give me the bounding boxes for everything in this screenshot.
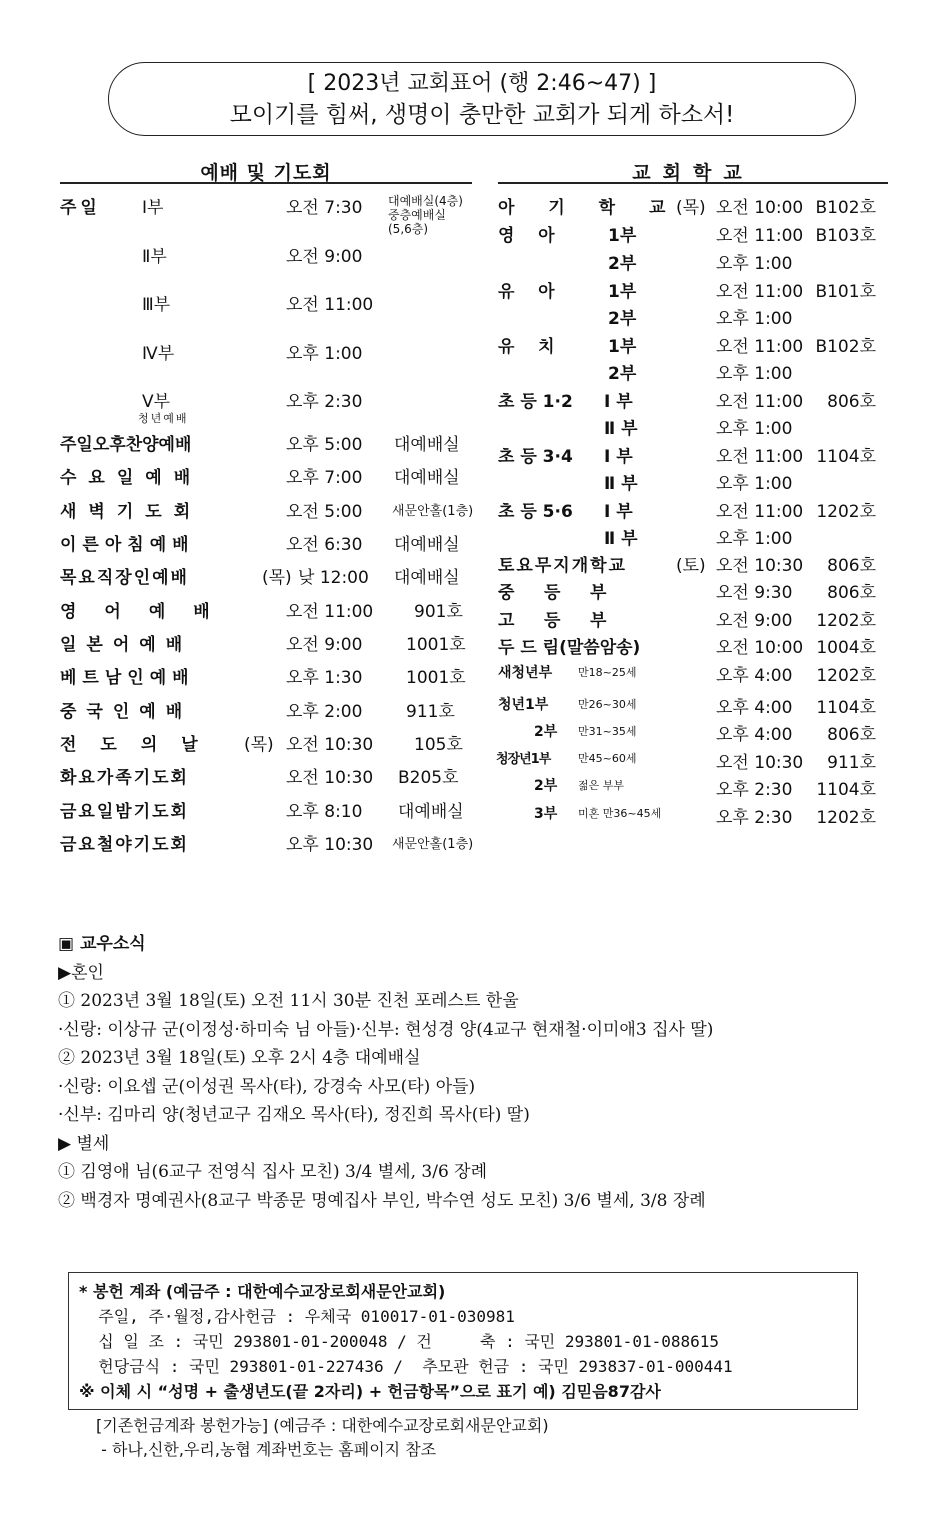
motto-box [108,62,856,136]
service-place: 새문안홀(1층) [392,837,474,852]
school-room: B102호 [815,198,876,218]
sunday-time: 오후 1:00 [286,344,363,364]
school-room: 806호 [827,392,876,412]
service-name: 베트남인예배 [60,668,195,688]
school-part: 2부 [608,309,637,329]
school-age-note: 만31~35세 [578,725,637,738]
service-name: 일본어예배 [60,635,193,655]
extra-line-1: [기존헌금계좌 봉헌가능] (예금주 : 대한예수교장로회새문안교회) [96,1416,549,1435]
school-time: 오전 11:00 [716,392,804,412]
sunday-time: 오전 11:00 [286,295,374,315]
news-line: ① 김영애 님(6교구 전영식 집사 모친) 3/4 별세, 3/6 장례 [58,1162,488,1182]
school-name: 초 등 5·6 [498,502,573,522]
service-name: 금요일밤기도회 [60,802,189,822]
service-time: 오전 9:00 [286,635,363,655]
school-part: Ⅰ 부 [604,447,633,467]
school-heading-rule [498,182,888,184]
service-time: 오전 6:30 [286,535,363,555]
school-name: 초 등 3·4 [498,447,573,467]
service-place: 1001호 [406,635,466,655]
sunday-time: 오전 7:30 [286,198,363,218]
school-time: 오전 11:00 [716,447,804,467]
school-name: 두 드 림(말씀암송) [498,638,641,658]
school-age-note: 만26~30세 [578,698,637,711]
sunday-note: 청년예배 [138,412,189,425]
school-age-note: 미혼 만36~45세 [578,807,662,820]
school-room: 1104호 [816,447,876,467]
school-time: 오후 4:00 [716,698,793,718]
news-line: ·신랑: 이상규 군(이정성·하미숙 님 아들)·신부: 현성경 양(4교구 현재철·이미애3 집사 딸) [58,1019,714,1040]
school-room: 1004호 [816,638,876,658]
school-name: 청년1부 [498,697,549,713]
sunday-part: Ⅲ부 [142,295,171,315]
school-time: 오후 1:00 [716,254,793,274]
school-name: 초 등 1·2 [498,392,573,412]
school-room: B102호 [815,337,876,357]
offering-line: 헌당금식 : 국민 293801-01-227436 / 추모관 헌금 : 국민 293837-01-000441 [79,1357,733,1376]
school-time: 오전 11:00 [716,502,804,522]
service-place: B205호 [398,768,459,788]
member-news [58,930,918,1215]
news-heading: ▣ 교우소식 [58,934,146,954]
extra-note [96,1414,549,1462]
news-line: ▶혼인 [58,962,104,983]
school-part: 2부 [608,364,637,384]
sunday-time: 오전 9:00 [286,247,363,267]
school-day: (토) [676,556,706,576]
service-place: 105호 [414,735,463,755]
service-day: (목) [244,735,274,755]
school-part: Ⅰ 부 [604,502,633,522]
service-time: 오후 1:30 [286,668,363,688]
school-room: B101호 [815,282,876,302]
school-age-note: 만18~25세 [578,666,637,679]
school-part: Ⅱ 부 [604,474,638,494]
offering-line: 주일, 주·월정,감사헌금 : 우체국 010017-01-030981 [79,1307,515,1326]
worship-heading: 예배 및 기도회 [200,162,332,184]
school-part: Ⅱ 부 [604,419,638,439]
news-line: ·신부: 김마리 양(청년교구 김재오 목사(타), 정진희 목사(타) 딸) [58,1105,530,1125]
school-room: 1202호 [816,666,876,686]
school-name: 2부 [534,724,558,740]
service-time: 오전 5:00 [286,502,363,522]
school-room: 806호 [827,725,876,745]
school-name: 중 등 부 [498,583,607,603]
service-name: 중국인예배 [60,702,193,722]
school-time: 오후 4:00 [716,666,793,686]
service-time: 오후 2:00 [286,702,363,722]
service-name: 전도의날 [60,735,222,755]
school-time: 오후 1:00 [716,419,793,439]
school-time: 오전 10:00 [716,198,804,218]
service-time: 오후 7:00 [286,468,363,488]
school-part: Ⅰ 부 [604,392,633,412]
school-heading: 교회학교 [632,162,754,184]
school-part: Ⅱ 부 [604,529,638,549]
service-time: 오전 10:30 [286,735,374,755]
service-time: 낮 12:00 [298,568,369,588]
school-time: 오후 4:00 [716,725,793,745]
school-age-note: 만45~60세 [578,752,637,765]
sunday-label: 주일 [60,198,101,218]
school-time: 오전 11:00 [716,226,804,246]
news-line: ② 2023년 3월 18일(토) 오후 2시 4층 대예배실 [58,1048,421,1068]
school-part: 1부 [608,337,637,357]
school-room: B103호 [815,226,876,246]
school-name: 유 아 [498,282,555,302]
school-time: 오후 1:00 [716,529,793,549]
school-name: 영 아 [498,226,555,246]
service-name: 주일오후찬양예배 [60,435,192,455]
school-time: 오후 2:30 [716,808,793,828]
school-age-note: 젊은 부부 [578,779,625,792]
sunday-part: Ⅰ부 [142,198,164,218]
sunday-part: Ⅳ부 [142,344,175,364]
school-name: 2부 [534,778,558,794]
extra-line-2: - 하나,신한,우리,농협 계좌번호는 홈페이지 참조 [96,1440,437,1459]
school-name: 유 치 [498,337,555,357]
school-time: 오전 10:30 [716,753,804,773]
service-place: 911호 [406,702,455,722]
school-name: 아 기 학 교 [498,198,680,218]
school-room: 1202호 [816,808,876,828]
school-time: 오전 10:00 [716,638,804,658]
school-part: 2부 [608,254,637,274]
school-time: 오후 1:00 [716,309,793,329]
service-time: 오후 5:00 [286,435,363,455]
offering-line: 십 일 조 : 국민 293801-01-200048 / 건 축 : 국민 293801-01-088615 [79,1332,720,1351]
sunday-time: 오후 2:30 [286,392,363,412]
service-time: 오전 11:00 [286,602,374,622]
school-time: 오후 2:30 [716,780,793,800]
news-line: ·신랑: 이요셉 군(이성권 목사(타), 강경숙 사모(타) 아들) [58,1076,476,1097]
school-time: 오전 10:30 [716,556,804,576]
school-name: 3부 [534,806,558,822]
service-name: 목요직장인예배 [60,568,189,588]
news-line: ② 백경자 명예권사(8교구 박종문 명예집사 부인, 박수연 성도 모친) 3/6 별세, 3/8 장례 [58,1190,706,1211]
school-room: 806호 [827,583,876,603]
service-day: (목) [262,568,292,588]
school-time: 오전 9:00 [716,611,793,631]
sunday-part: Ⅱ부 [142,247,167,267]
service-time: 오후 10:30 [286,835,374,855]
school-part: 1부 [608,282,637,302]
service-place: 대예배실 [394,468,460,488]
school-room: 1104호 [816,780,876,800]
offering-title: * 봉헌 계좌 (예금주 : 대한예수교장로회새문안교회) [79,1282,446,1301]
school-name: 토요무지개학교 [498,556,627,576]
service-name: 영어예배 [60,602,238,622]
school-room: 1104호 [816,698,876,718]
service-place: 새문안홀(1층) [392,504,474,519]
school-part: 1부 [608,226,637,246]
motto-title: [ 2023년 교회표어 (행 2:46~47) ] [307,71,657,96]
service-place: 1001호 [406,668,466,688]
worship-heading-rule [60,182,472,184]
motto-text: 모이기를 힘써, 생명이 충만한 교회가 되게 하소서! [229,102,735,128]
school-time: 오전 11:00 [716,282,804,302]
offering-note: ※ 이체 시 “성명 + 출생년도(끝 2자리) + 헌금항목”으로 표기 예) 김믿음87감사 [79,1382,661,1401]
service-place: 대예배실 [394,568,460,588]
school-room: 1202호 [816,611,876,631]
school-room: 911호 [827,753,876,773]
service-place: 대예배실 [394,535,460,555]
school-day: (목) [676,198,706,218]
service-place: 대예배실 [394,435,460,455]
school-room: 806호 [827,556,876,576]
news-line: ▶ 별세 [58,1133,110,1154]
sunday-place: 대예배실(4층) 중층예배실 (5,6층) [388,194,463,236]
school-room: 1202호 [816,502,876,522]
service-place: 대예배실 [398,802,464,822]
service-time: 오전 10:30 [286,768,374,788]
service-name: 새벽기도회 [60,502,203,522]
service-place: 901호 [414,602,463,622]
service-name: 수요일예배 [60,468,203,488]
school-name: 고 등 부 [498,611,607,631]
school-time: 오전 9:30 [716,583,793,603]
school-name: 새청년부 [498,665,553,681]
school-time: 오전 11:00 [716,337,804,357]
service-time: 오후 8:10 [286,802,363,822]
school-time: 오후 1:00 [716,474,793,494]
service-name: 금요철야기도회 [60,835,189,855]
offering-accounts-box [68,1272,858,1410]
news-line: ① 2023년 3월 18일(토) 오전 11시 30분 진천 포레스트 한울 [58,991,519,1011]
sunday-part: Ⅴ부 [142,392,171,412]
school-time: 오후 1:00 [716,364,793,384]
school-name: 청장년1부 [496,752,551,767]
service-name: 이른아침예배 [60,535,195,555]
service-name: 화요가족기도회 [60,768,189,788]
